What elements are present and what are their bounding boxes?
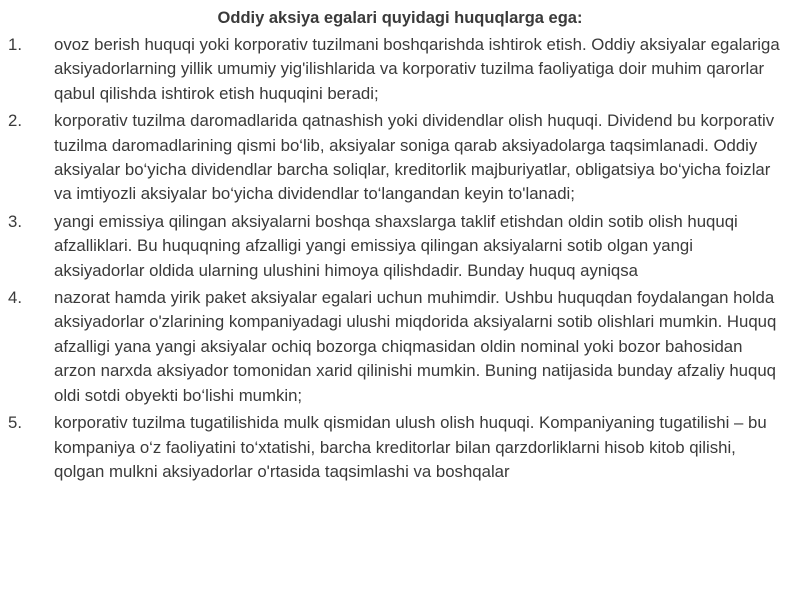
list-item-text: yangi emissiya qilingan aksiyalarni boshqa shaxslarga taklif etishdan oldin sotib olish huquqi afzalliklari. Bu huquqning afzalligi yangi emissiya qilingan aksiyalarni sotib olgan yangi aksiyadorlar oldida ularning ulushini himoya qilishdadir. Bunday huquq ayniqsa [54,211,738,280]
list-item [0,286,800,408]
list-item-text: nazorat hamda yirik paket aksiyalar egalari uchun muhimdir. Ushbu huquqdan foydalangan holda aksiyadorlar o'zlarining kompaniyadagi ulushi miqdorida aksiyalarni sotib olishlari mumkin. Huquq afzalligi yana yangi aksiyalar ochiq bozorga chiqmasidan oldin nominal yoki bozor bahosidan arzon narxda aksiyador tomonidan xarid qilinishi mumkin. Buning natijasida bunday afzaliy huquq oldi sotdi obyekti bo‘lishi mumkin; [54,288,777,405]
list-item-number: 4. [8,288,22,308]
list-item-number: 3. [8,211,22,231]
document-heading: Oddiy aksiya egalari quyidagi huquqlarga ega: [217,9,583,27]
list-item-number: 5. [8,413,22,433]
list-item-text: korporativ tuzilma tugatilishida mulk qismidan ulush olish huquqi. Kompaniyaning tugatilishi – bu kompaniya o‘z faoliyatini to‘xtatishi, barcha kreditorlar bilan qarzdorliklarni hisob kitob qilishi, qolgan mulkni aksiyadorlar o'rtasida taqsimlashi va boshqalar [54,413,767,481]
rights-list [0,33,800,484]
list-item [0,109,800,207]
list-item [0,33,800,106]
list-item [0,411,800,484]
list-item-number: 1. [8,35,22,54]
list-item-number: 2. [8,111,22,131]
list-item-text: ovoz berish huquqi yoki korporativ tuzilmani boshqarishda ishtirok etish. Oddiy aksiyalar egalariga aksiyadorlarning yillik umumiy yig'ilishlarida va korporativ tuzilma faoliyatiga doir muhim qarorlar qabul qilishda ishtirok etish huquqini beradi; [54,35,780,103]
list-item-text: korporativ tuzilma daromadlarida qatnashish yoki dividendlar olish huquqi. Dividend bu korporativ tuzilma daromadlarining qismi bo‘lib, aksiyalar soniga qarab aksiyadolarga taqsimlanadi. Oddiy aksiyalar bo‘yicha dividendlar barcha soliqlar, kreditorlik majburiyatlar, obligatsiya bo‘yicha foizlar va imtiyozli aksiyalar bo‘yicha dividendlar to‘langandan keyin to'lanadi; [54,111,775,204]
list-item [0,210,800,283]
